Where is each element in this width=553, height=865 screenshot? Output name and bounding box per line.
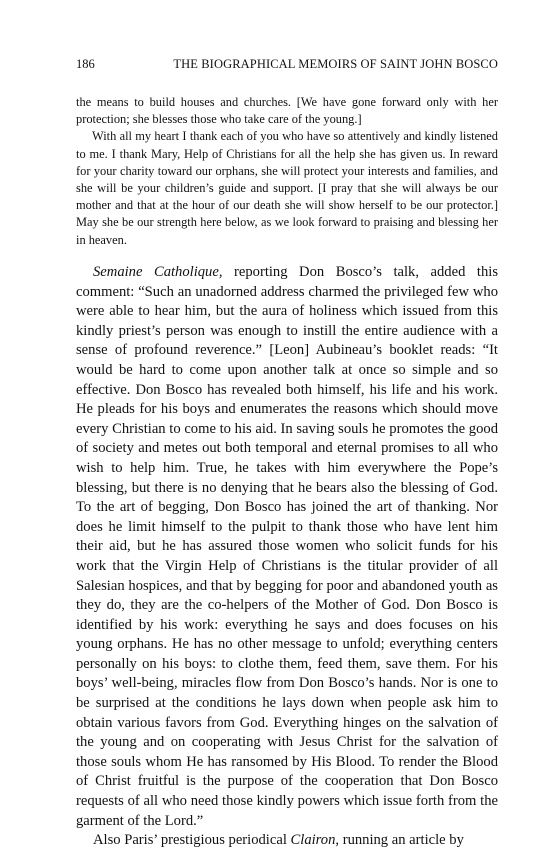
quote-paragraph-1: the means to build houses and churches. [We have gone forward only with her protection; she blesses those who take care of the young.]	[76, 95, 498, 127]
quote-paragraph-2: With all my heart I thank each of you who have so attentively and kindly listened to me. I thank Mary, Help of Christians for all the help she has given us. In reward for your charity toward our orphans, she will protect your interests and families, and she will be your children’s guide and support. [I pray that she will always be our mother and that at the hour of our death she will show herself to be our protector.] May she be our strength here below, as we look forward to praising and blessing her in heaven.	[76, 129, 498, 247]
publication-title: Clairon	[290, 832, 336, 849]
body-paragraph-1	[76, 263, 498, 831]
body-paragraph-2-tail: , running an article by	[335, 832, 464, 849]
running-header	[76, 56, 498, 72]
publication-title: Semaine Catholique	[93, 264, 219, 280]
main-text-block	[76, 263, 498, 851]
page-number: 186	[76, 57, 95, 71]
body-paragraph-2-lead: Also Paris’ prestigious periodical	[93, 832, 291, 849]
running-title: THE BIOGRAPHICAL MEMOIRS OF SAINT JOHN BOSCO	[173, 57, 498, 71]
quoted-speech-block	[76, 94, 498, 249]
body-paragraph-1-text: , reporting Don Bosco’s talk, added this comment: “Such an unadorned address charmed the privileged few who were able to hear him, but the aura of holiness which issued from this kindly priest’s person was enough to instill the entire audience with a sense of profound reverence.” [Leon] Aubineau’s booklet reads: “It would be hard to come upon another talk at once so simple and so effective. Don Bosco has revealed both himself, his life and his work. He pleads for his boys and enumerates the reasons which should move every Christian to come to his aid. In saving souls he promotes the good of society and metes out both temporal and eternal promises to all who wish to help him. True, he takes with him everywhere the Pope’s blessing, but there is no denying that he bears also the blessing of God. To the art of begging, Don Bosco has joined the art of thanking. Nor does he limit himself to the pulpit to thank those who have lent him their aid, but he has assured those women who solicit funds for his work that the Virgin Help of Christians is the titular provider of all Salesian hospices, and that by begging for poor and abandoned youth as they do, they are the co-helpers of the Mother of God. Don Bosco is identified by his work: everything he says and does focuses on his young orphans. He has no other message to unfold; everything centers personally on his boys: to clothe them, feed them, save them. For his boys’ well-being, miracles flow from Don Bosco’s hands. Nor is one to be surprised at the conditions he lays down when people ask him to obtain various favors from God. Everything hinges on the salvation of the young and on cooperating with Jesus Christ for the salvation of those souls whom He has ransomed by His Blood. To render the Blood of Christ fruitful is the purpose of the cooperation that Don Bosco requests of all who need those kindly powers which issue forth from the garment of the Lord.”	[76, 264, 498, 829]
body-paragraph-2	[76, 831, 498, 851]
